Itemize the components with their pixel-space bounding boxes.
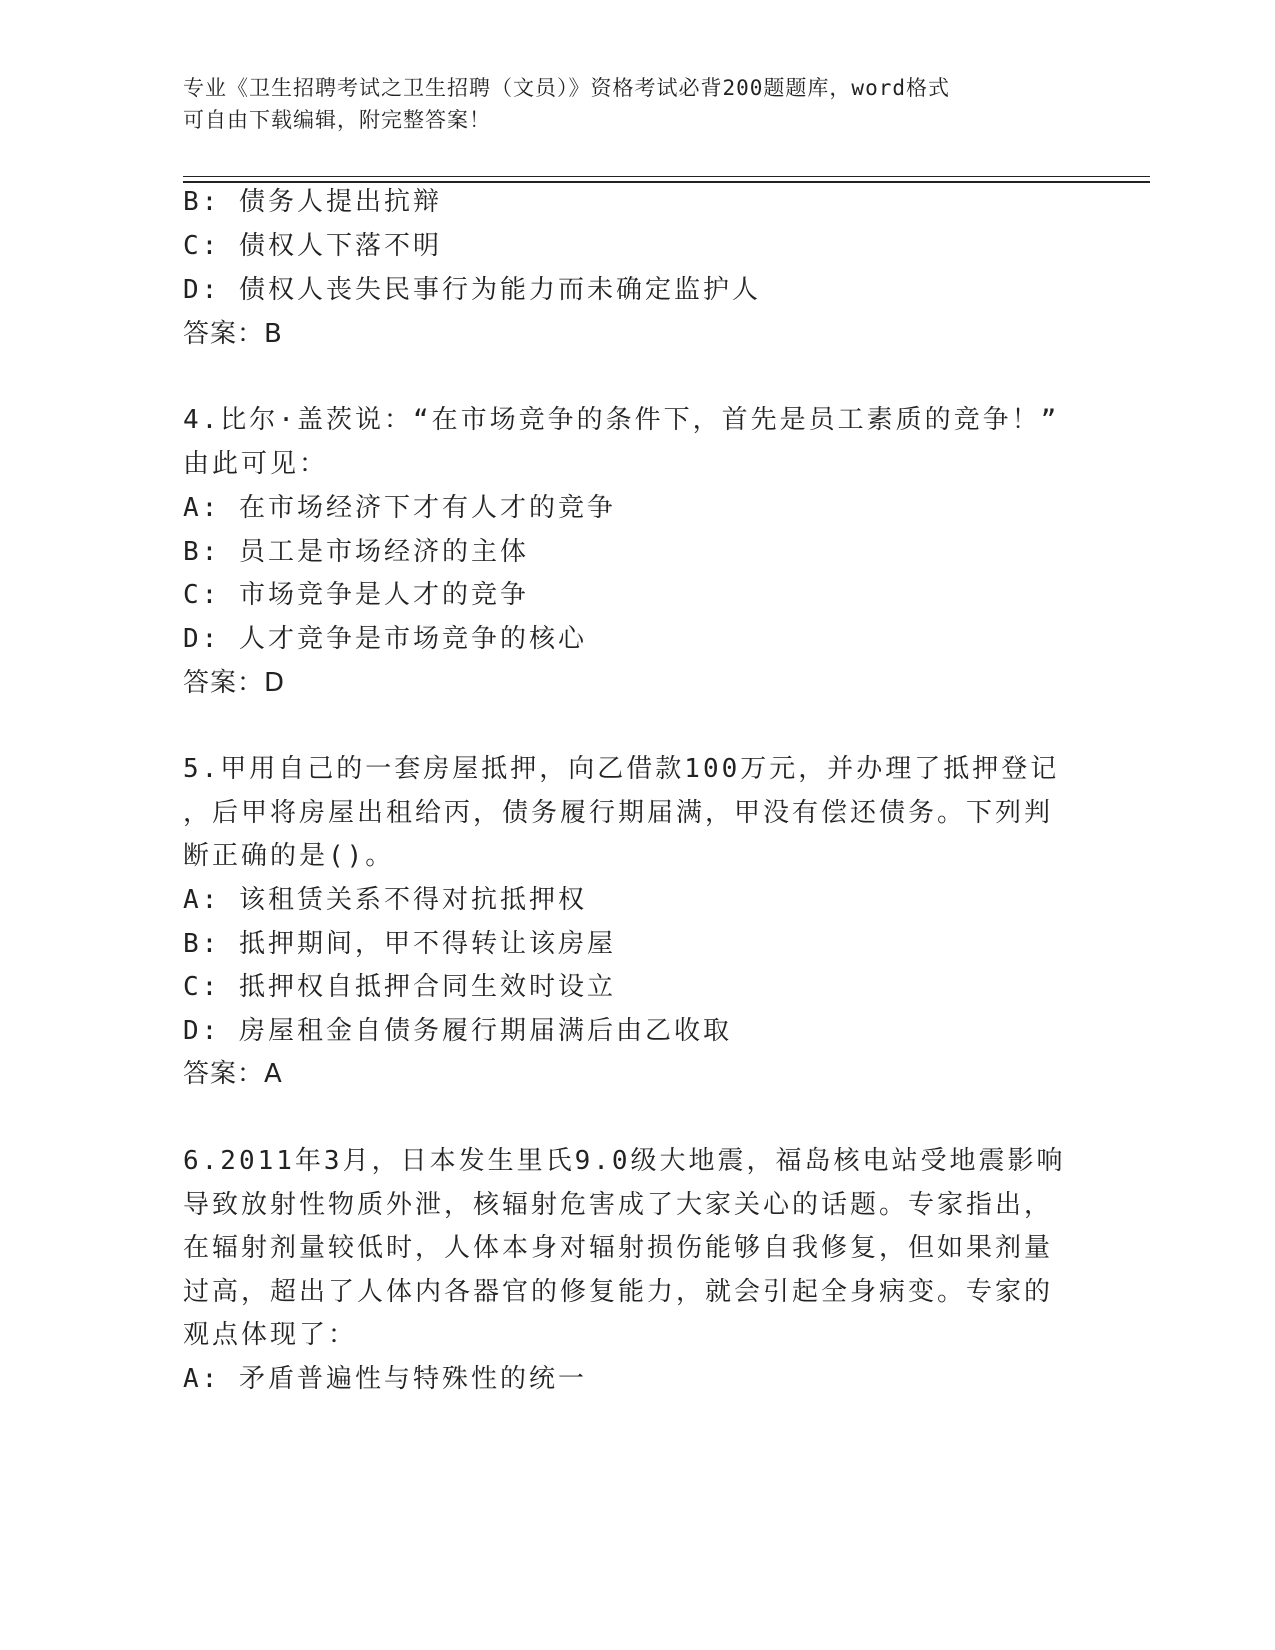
header-divider-thick: [183, 181, 1150, 183]
document-header: [183, 72, 1063, 136]
q5-stem-line-2: ，后甲将房屋出租给丙，债务履行期届满，甲没有偿还债务。下列判: [183, 798, 1054, 828]
q6-stem-line-1: 6.2011年3月，日本发生里氏9.0级大地震，福岛核电站受地震影响: [183, 1146, 1066, 1176]
q3-answer: 答案：B: [183, 319, 283, 349]
q5-option-a: A: 该租赁关系不得对抗抵押权: [183, 885, 587, 915]
header-title-line-1: 专业《卫生招聘考试之卫生招聘（文员）》资格考试必背200题题库，word格式: [183, 76, 950, 100]
q5-stem-line-3: 断正确的是()。: [183, 841, 395, 871]
q5-stem-line-1: 5.甲用自己的一套房屋抵押，向乙借款100万元，并办理了抵押登记: [183, 754, 1060, 784]
q4-answer: 答案：D: [183, 668, 286, 698]
q4-stem-line-2: 由此可见：: [183, 449, 329, 479]
q6-stem-line-5: 观点体现了：: [183, 1320, 358, 1350]
q4-option-c: C: 市场竞争是人才的竞争: [183, 580, 529, 610]
q3-option-c: C: 债权人下落不明: [183, 231, 442, 261]
q5-option-d: D: 房屋租金自债务履行期届满后由乙收取: [183, 1016, 732, 1046]
q5-answer: 答案：A: [183, 1059, 283, 1089]
q4-option-a: A: 在市场经济下才有人才的竞争: [183, 493, 616, 523]
q5-option-c: C: 抵押权自抵押合同生效时设立: [183, 972, 616, 1002]
q3-option-b: B: 债务人提出抗辩: [183, 187, 442, 217]
q5-option-b: B: 抵押期间，甲不得转让该房屋: [183, 929, 616, 959]
q6-stem-line-3: 在辐射剂量较低时，人体本身对辐射损伤能够自我修复，但如果剂量: [183, 1233, 1054, 1263]
q4-stem-line-1: 4.比尔·盖茨说：“在市场竞争的条件下，首先是员工素质的竞争！”: [183, 405, 1060, 435]
q6-option-a: A: 矛盾普遍性与特殊性的统一: [183, 1364, 587, 1394]
q4-option-b: B: 员工是市场经济的主体: [183, 537, 529, 567]
header-divider-thin: [183, 176, 1150, 177]
q3-option-d: D: 债权人丧失民事行为能力而未确定监护人: [183, 275, 761, 305]
q6-stem-line-2: 导致放射性物质外泄，核辐射危害成了大家关心的话题。专家指出，: [183, 1190, 1054, 1220]
header-title-line-2: 可自由下载编辑，附完整答案！: [183, 108, 491, 132]
q4-option-d: D: 人才竞争是市场竞争的核心: [183, 624, 587, 654]
q6-stem-line-4: 过高，超出了人体内各器官的修复能力，就会引起全身病变。专家的: [183, 1277, 1054, 1307]
